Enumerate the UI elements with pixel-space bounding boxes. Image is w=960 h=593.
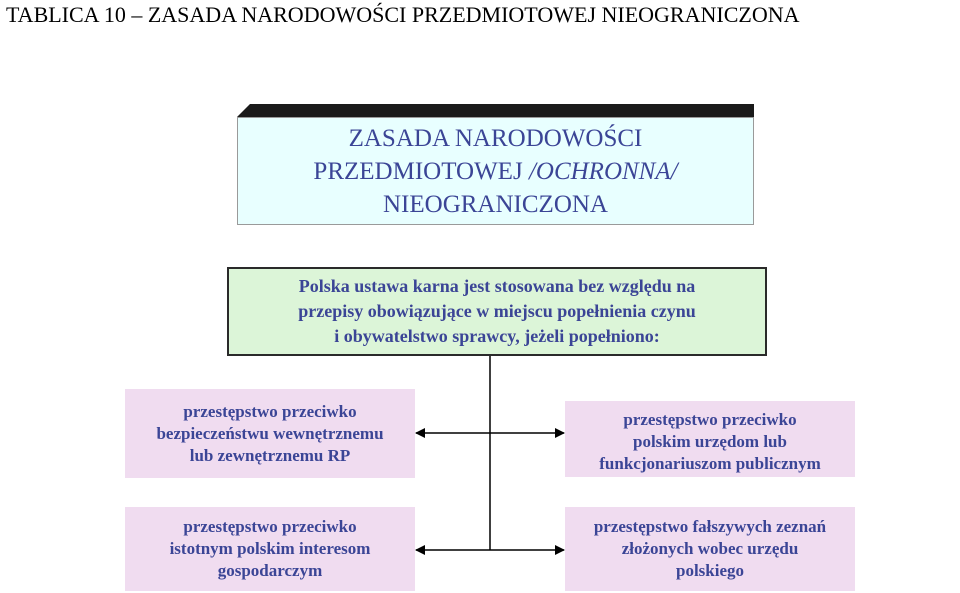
leaf-line: polskim urzędom lub	[633, 432, 787, 451]
leaf-line: przestępstwo przeciwko	[183, 401, 357, 421]
leaf-internal-external-security	[125, 389, 415, 478]
leaf-line: przestępstwo fałszywych zeznań	[593, 517, 827, 536]
rule-line-1: Polska ustawa karna jest stosowana bez względu na	[298, 276, 696, 296]
header-line-3: NIEOGRANICZONA	[383, 190, 608, 218]
leaf-line: istotnym polskim interesom	[169, 539, 371, 558]
leaf-line: bezpieczeństwu wewnętrznemu	[156, 423, 384, 443]
leaf-line: złożonych wobec urzędu	[621, 539, 799, 558]
leaf-line: funkcjonariuszom publicznym	[599, 454, 821, 473]
leaf-false-testimony	[565, 507, 855, 591]
rule-line-3: i obywatelstwo sprawcy, jeżeli popełniono:	[334, 326, 660, 346]
leaf-line: gospodarczym	[217, 561, 323, 580]
leaf-line: przestępstwo przeciwko	[623, 410, 797, 429]
page-title: TABLICA 10 – ZASADA NARODOWOŚCI PRZEDMIOTOWEJ NIEOGRANICZONA	[6, 2, 800, 27]
leaf-line: lub zewnętrznemu RP	[189, 445, 351, 465]
header-line-2-text: PRZEDMIOTOWEJ	[313, 157, 529, 185]
header-line-1: ZASADA NARODOWOŚCI	[348, 124, 643, 152]
header-line-2-italic: /OCHRONNA/	[528, 157, 678, 185]
leaf-line: przestępstwo przeciwko	[183, 517, 357, 536]
leaf-economic-interests	[125, 507, 415, 591]
rule-line-2: przepisy obowiązujące w miejscu popełnienia czynu	[298, 301, 696, 321]
leaf-line: polskiego	[675, 561, 745, 580]
leaf-public-officials	[565, 401, 855, 477]
